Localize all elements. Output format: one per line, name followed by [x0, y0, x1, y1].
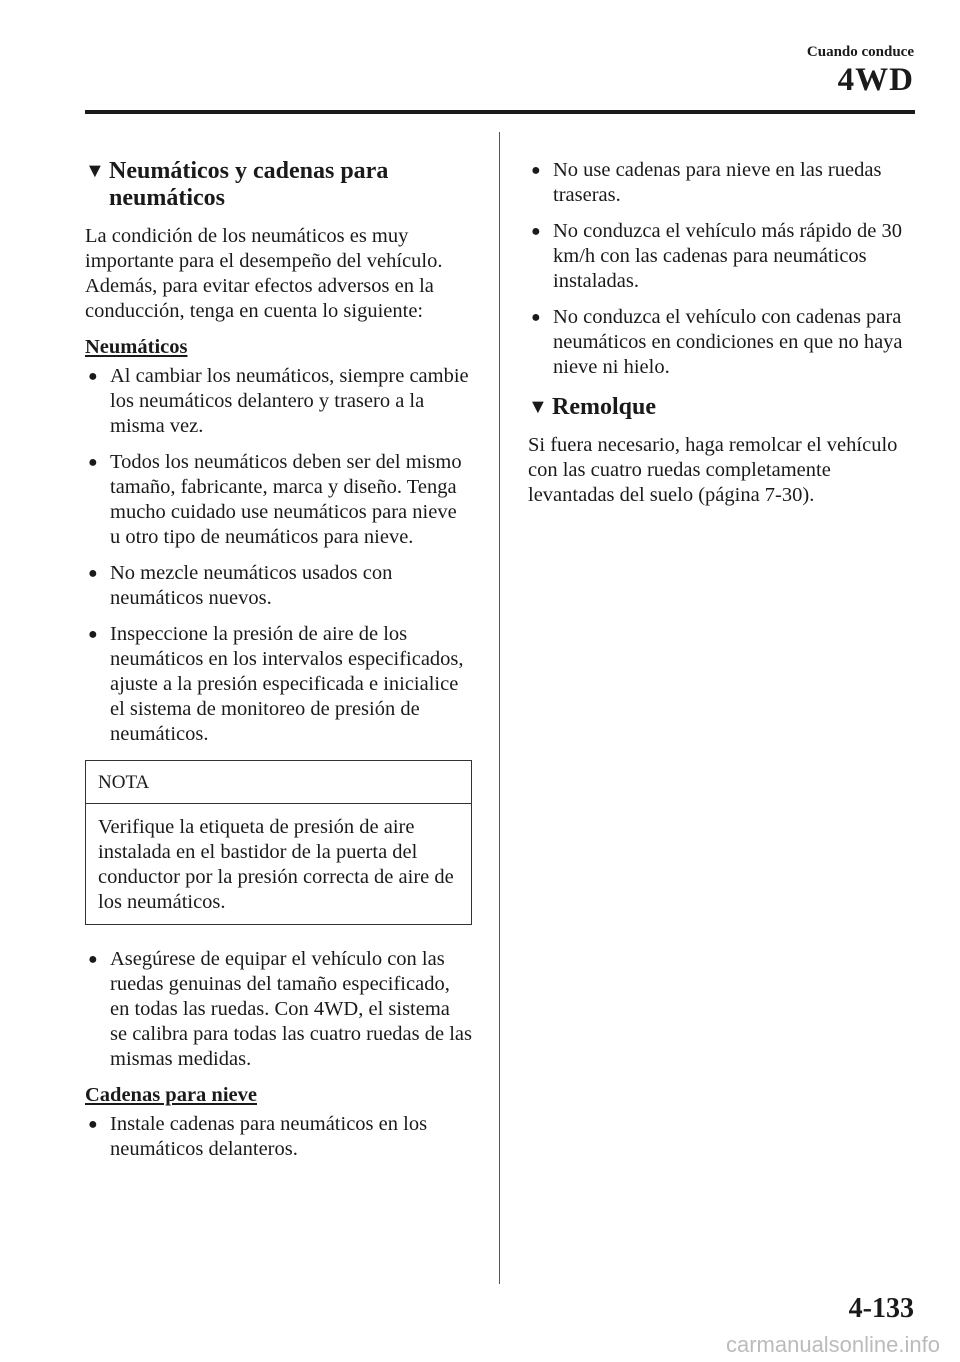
list-item: ● No mezcle neumáticos usados con neumáticos nuevos.: [88, 562, 393, 609]
column-divider: [499, 132, 500, 1284]
right-column: [528, 158, 920, 519]
bullet-icon: ●: [88, 565, 98, 582]
list-item: ● Inspeccione la presión de aire de los neumáticos en los intervalos especificados, ajuste a la presión especificada e inicialice el sistema de monitoreo de presión de neumáticos.: [88, 623, 464, 745]
footer-watermark: carmanualsonline.info: [725, 1332, 940, 1357]
bullet-icon: ●: [88, 1116, 98, 1133]
header-section: Cuando conduce: [806, 44, 914, 60]
triangle-down-icon: ▼: [85, 160, 105, 182]
bullet-icon: ●: [531, 223, 541, 240]
list-item: ● Al cambiar los neumáticos, siempre cambie los neumáticos delantero y trasero a la misma vez.: [88, 365, 469, 437]
tires-list-continued: [85, 947, 472, 1072]
note-title: NOTA: [86, 761, 471, 804]
section-heading-text: Neumáticos y cadenas para neumáticos: [109, 158, 389, 211]
subsection-title-tires: Neumáticos: [85, 336, 188, 358]
list-item: ● No use cadenas para nieve en las ruedas traseras.: [531, 159, 882, 206]
bullet-icon: ●: [88, 368, 98, 385]
list-item: ● Asegúrese de equipar el vehículo con las ruedas genuinas del tamaño especificado, en todas las ruedas. Con 4WD, el sistema se calibra para todas las cuatro ruedas de las mismas medidas.: [88, 948, 473, 1070]
note-body: Verifique la etiqueta de presión de aire instalada en el bastidor de la puerta del conductor por la presión correcta de aire de los neumáticos.: [98, 816, 454, 913]
bullet-icon: ●: [88, 454, 98, 471]
section-heading-towing: [528, 394, 920, 421]
header-chapter: 4WD: [837, 62, 914, 98]
page-number: 4-133: [848, 1293, 914, 1324]
left-column: [85, 158, 472, 1173]
bullet-icon: ●: [88, 951, 98, 968]
triangle-down-icon: ▼: [528, 396, 548, 418]
section-heading: [85, 158, 472, 212]
subsection-title-chains: Cadenas para nieve: [85, 1084, 257, 1106]
list-item: ● No conduzca el vehículo más rápido de 30 km/h con las cadenas para neumáticos instaladas.: [531, 220, 902, 292]
towing-paragraph: Si fuera necesario, haga remolcar el vehículo con las cuatro ruedas completamente levantadas del suelo (página 7-30).: [528, 434, 898, 506]
tires-list: [85, 364, 472, 747]
chains-list: [85, 1112, 472, 1162]
chains-list-continued: [528, 158, 920, 380]
intro-paragraph: La condición de los neumáticos es muy importante para el desempeño del vehículo. Además, para evitar efectos adversos en la conducción, tenga en cuenta lo siguiente:: [85, 225, 443, 322]
list-item: ● No conduzca el vehículo con cadenas para neumáticos en condiciones en que no haya nieve ni hielo.: [531, 306, 903, 378]
note-box: [85, 760, 472, 925]
bullet-icon: ●: [531, 309, 541, 326]
list-item: ● Todos los neumáticos deben ser del mismo tamaño, fabricante, marca y diseño. Tenga mucho cuidado use neumáticos para nieve u otro tipo de neumáticos para nieve.: [88, 451, 462, 548]
header-rule: [85, 110, 915, 114]
section-heading-text: Remolque: [552, 394, 656, 420]
bullet-icon: ●: [88, 626, 98, 643]
bullet-icon: ●: [531, 162, 541, 179]
list-item: ● Instale cadenas para neumáticos en los neumáticos delanteros.: [88, 1113, 428, 1160]
